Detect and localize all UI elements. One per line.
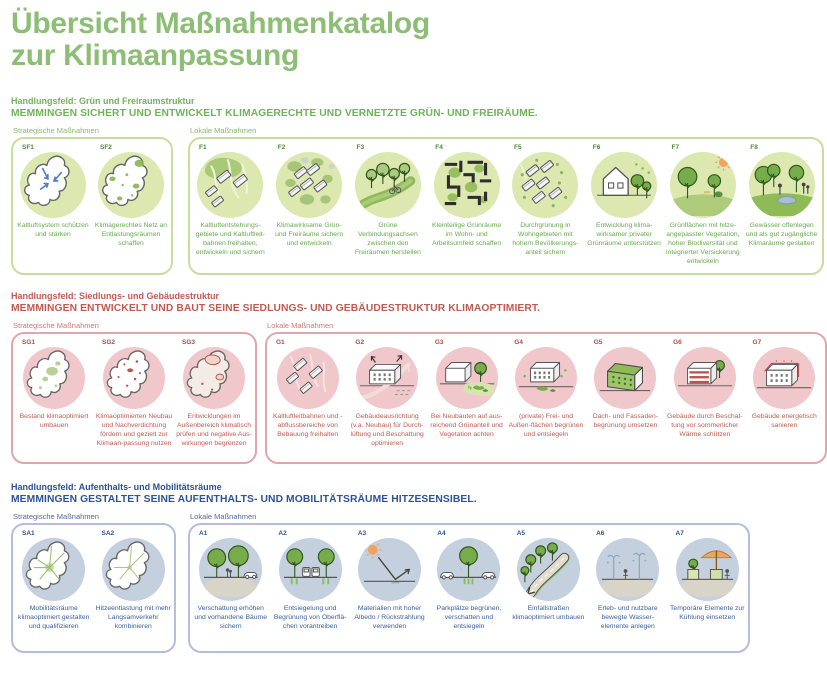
- building-orientation-arrows-icon: [356, 347, 418, 409]
- group-label-strategic: Strategische Maßnahmen: [13, 320, 99, 330]
- measure-code: SG3: [182, 338, 196, 346]
- measure-code: F7: [671, 143, 680, 151]
- measure-label: Grünflächen mit hitze-angepasster Vegetation, hoher Biodiversität und integrierter Versickerung entwickeln: [666, 221, 740, 265]
- measure-label: Entsiegelung und Begrünung von Oberflä-chen vorantreiben: [273, 604, 347, 630]
- water-fountain-icon: [596, 538, 659, 601]
- measure-f2: [270, 142, 349, 249]
- section-aufenthalts-mobilitaetsraeume: [11, 482, 827, 653]
- group-label-local: Lokale Maßnahmen: [190, 511, 257, 521]
- local-measures-group: [265, 321, 827, 464]
- section-statement: MEMMINGEN ENTWICKELT UND BAUT SEINE SIEDLUNGS- UND GEBÄUDESTRUKTUR KLIMAOPTIMIERT.: [11, 302, 541, 314]
- section-gruen-freiraumstruktur: [11, 96, 827, 275]
- strategic-measures-box: [11, 137, 173, 275]
- city-map-mobility-icon: [22, 538, 85, 601]
- measure-label: Verschattung erhöhen und vorhandene Bäume sichern: [194, 604, 267, 630]
- measure-f7: [664, 142, 743, 267]
- measure-label: Bei Neubauten auf aus-reichend Grünanteil und Vegetation achten: [430, 412, 503, 438]
- measure-label: Kaltluftentstehungs-gebiete und Kaltluftleit-bahnen freihalten, entwickeln und sichern: [195, 221, 265, 256]
- measure-code: F1: [199, 143, 207, 151]
- measure-label: Parkplätze begrünen, verschatten und entsiegeln: [436, 604, 502, 630]
- measure-a3: [350, 528, 429, 632]
- measure-label: Erleb- und nutzbare bewegte Wasser-elemente anlegen: [597, 604, 658, 630]
- measure-label: Entwicklung klima-wirksamer privater Grünräume unterstützen: [587, 221, 661, 247]
- local-measures-box: [188, 523, 750, 653]
- buildings-green-spaces-icon: [276, 152, 342, 218]
- measure-code: G6: [673, 338, 682, 346]
- green-arterial-road-icon: [517, 538, 580, 601]
- building-open-space-greening-icon: [515, 347, 577, 409]
- measure-g6: [665, 337, 744, 440]
- measure-sa2: [94, 528, 174, 632]
- measure-code: G3: [434, 338, 444, 346]
- measure-code: A5: [516, 529, 525, 537]
- measure-code: F4: [435, 143, 443, 151]
- measure-code: SG1: [22, 338, 36, 346]
- measure-label: Kaltluftsystem schützen und stärken: [17, 221, 89, 238]
- measure-f6: [585, 142, 664, 249]
- measure-groups: [11, 321, 827, 464]
- measure-code: SG2: [102, 338, 116, 346]
- city-map-new-development-icon: [103, 347, 165, 409]
- local-measures-box: [188, 137, 824, 275]
- measure-g5: [586, 337, 665, 431]
- sun-albedo-reflection-icon: [358, 538, 421, 601]
- open-water-trees-icon: [749, 152, 815, 218]
- parking-lot-tree-icon: [437, 538, 500, 601]
- measure-label: Mobilitätsräume klimaoptimiert gestalten und qualifizieren: [18, 604, 90, 630]
- measure-label: Hitzeentlastung mit mehr Langsamverkehr kombinieren: [95, 604, 171, 630]
- measure-code: A6: [596, 529, 605, 537]
- measure-label: Gebäudeausrichtung (v.a. Neubau) für Durch-lüftung und Beschattung optimieren: [350, 412, 424, 447]
- page-title: [11, 8, 827, 73]
- residential-greening-icon: [512, 152, 578, 218]
- measure-groups: [11, 512, 827, 653]
- page-title-line2: zur Klimaanpassung: [11, 39, 299, 73]
- measure-f3: [349, 142, 428, 258]
- measure-code: G1: [276, 338, 285, 346]
- page-title-line1: Übersicht Maßnahmenkatalog: [11, 7, 430, 40]
- measure-code: SA2: [101, 529, 115, 537]
- building-energy-retrofit-icon: [753, 347, 815, 409]
- measure-f4: [427, 142, 506, 249]
- heat-adapted-vegetation-sun-icon: [670, 152, 736, 218]
- measure-code: SA1: [22, 529, 35, 537]
- buildings-cold-air-flow-icon: [197, 152, 263, 218]
- measure-sf2: [92, 142, 170, 249]
- strategic-measures-group: [11, 321, 257, 464]
- measure-label: Klimagerechtes Netz an Entlastungsräumen schaffen: [94, 221, 168, 247]
- measure-groups: [11, 126, 827, 275]
- measure-label: Klimaoptimierten Neubau und Nachverdichtung fördern und gezielt zur Klimaan-passung nutzen: [95, 412, 173, 447]
- measure-code: SF1: [22, 143, 34, 151]
- measure-sg2: [94, 337, 174, 449]
- street-trees-cars-unsealing-icon: [279, 538, 342, 601]
- measure-label: Entwicklungen im Außenbereich klimatisch prüfen und negative Aus-wirkungen begrenzen: [176, 412, 252, 447]
- measure-code: F2: [277, 143, 286, 151]
- measure-code: A4: [437, 529, 446, 537]
- group-label-strategic: Strategische Maßnahmen: [13, 511, 99, 521]
- section-statement: MEMMINGEN GESTALTET SEINE AUFENTHALTS- UND MOBILITÄTSRÄUME HITZESENSIBEL.: [11, 493, 477, 505]
- group-label-strategic: Strategische Maßnahmen: [13, 125, 99, 135]
- measure-g4: [506, 337, 585, 440]
- measure-a5: [509, 528, 588, 623]
- measure-label: Kaltluftleitbahnen und -abflussbereiche von Bebauung freihalten: [272, 412, 343, 438]
- measure-label: Klimawirksame Grün- und Freiräume sichern und entwickeln: [275, 221, 344, 247]
- measure-label: Gebäude durch Beschat-tung vor sommerlicher Wärme schützen: [667, 412, 743, 438]
- measure-code: G4: [514, 338, 523, 346]
- measure-label: Gebäude energetisch sanieren: [751, 412, 817, 429]
- section-siedlungs-gebaeudestruktur: [11, 291, 827, 464]
- measure-label: Bestand klimaoptimiert umbauen: [19, 412, 89, 429]
- local-measures-group: [188, 126, 824, 275]
- new-building-vegetation-icon: [436, 347, 498, 409]
- parasol-cooling-icon: [676, 538, 739, 601]
- strategic-measures-box: [11, 332, 257, 464]
- measure-code: G2: [355, 338, 365, 346]
- building-shading-louvres-icon: [674, 347, 736, 409]
- measure-code: A7: [675, 529, 684, 537]
- measure-g1: [268, 337, 347, 440]
- city-map-cold-air-icon: [20, 152, 86, 218]
- measure-g2: [347, 337, 426, 449]
- measure-sg1: [14, 337, 94, 431]
- measure-a7: [668, 528, 747, 623]
- measure-code: G7: [752, 338, 762, 346]
- measure-f8: [742, 142, 821, 249]
- strategic-measures-group: [11, 126, 173, 275]
- measure-a4: [429, 528, 508, 632]
- measure-label: Kleinteilige Grünräume im Wohn- und Arbeitsumfeld schaffen: [432, 221, 502, 247]
- small-green-spaces-maze-icon: [434, 152, 500, 218]
- buildings-air-flow-icon: [277, 347, 339, 409]
- measure-label: Gewässer offenlegen und als gut zugängliche Klimaräume gestalten: [745, 221, 818, 247]
- measure-code: F5: [514, 143, 522, 151]
- trees-green-corridor-icon: [355, 152, 421, 218]
- measure-code: F8: [750, 143, 758, 151]
- measure-code: F3: [356, 143, 365, 151]
- group-label-local: Lokale Maßnahmen: [267, 320, 334, 330]
- measure-sf1: [14, 142, 92, 240]
- measure-sg3: [174, 337, 254, 449]
- local-measures-box: [265, 332, 827, 464]
- strategic-measures-group: [11, 512, 176, 653]
- city-map-green-retrofit-icon: [23, 347, 85, 409]
- measure-a2: [270, 528, 349, 632]
- measure-sa1: [14, 528, 94, 632]
- strategic-measures-box: [11, 523, 176, 653]
- handlungsfeld-label: Handlungsfeld: Siedlungs- und Gebäudestruktur: [11, 290, 220, 301]
- measure-label: Dach- und Fassaden-begrünung umsetzen: [592, 412, 659, 429]
- measure-label: (private) Frei- und Außen-flächen begrünen und entsiegeln: [508, 412, 584, 438]
- measure-f1: [191, 142, 270, 258]
- street-trees-shade-icon: [199, 538, 262, 601]
- measure-label: Durchgrünung in Wohngebieten mit hohem Bevölkerungs-anteil sichern: [512, 221, 579, 256]
- measure-code: A2: [278, 529, 287, 537]
- measure-g3: [427, 337, 506, 440]
- measure-f5: [506, 142, 585, 258]
- city-map-outer-area-icon: [183, 347, 245, 409]
- measure-code: F6: [592, 143, 601, 151]
- measure-g7: [745, 337, 824, 431]
- local-measures-group: [188, 512, 750, 653]
- measure-label: Materialien mit hoher Albedo / Rückstrahlung verwenden: [354, 604, 425, 630]
- measure-label: Einfallstraßen klimaoptimiert umbauen: [512, 604, 585, 621]
- handlungsfeld-label: Handlungsfeld: Grün und Freiraumstruktur: [11, 95, 195, 106]
- measure-label: Grüne Verbindungsachsen zwischen den Freiräumen herstellen: [354, 221, 421, 256]
- measure-a6: [588, 528, 667, 632]
- green-roof-facade-building-icon: [594, 347, 656, 409]
- measure-label: Temporäre Elemente zur Kühlung einsetzen: [670, 604, 745, 621]
- city-map-relief-network-icon: [98, 152, 164, 218]
- measure-a1: [191, 528, 270, 632]
- house-private-garden-icon: [591, 152, 657, 218]
- group-label-local: Lokale Maßnahmen: [190, 125, 257, 135]
- measure-code: SF2: [100, 143, 112, 151]
- measure-code: G5: [593, 338, 603, 346]
- section-statement: MEMMINGEN SICHERT UND ENTWICKELT KLIMAGERECHTE UND VERNETZTE GRÜN- UND FREIRÄUME.: [11, 107, 538, 119]
- measure-code: A3: [357, 529, 367, 537]
- measure-code: A1: [199, 529, 208, 537]
- handlungsfeld-label: Handlungsfeld: Aufenthalts- und Mobilitätsräume: [11, 481, 222, 492]
- city-map-slow-traffic-icon: [102, 538, 165, 601]
